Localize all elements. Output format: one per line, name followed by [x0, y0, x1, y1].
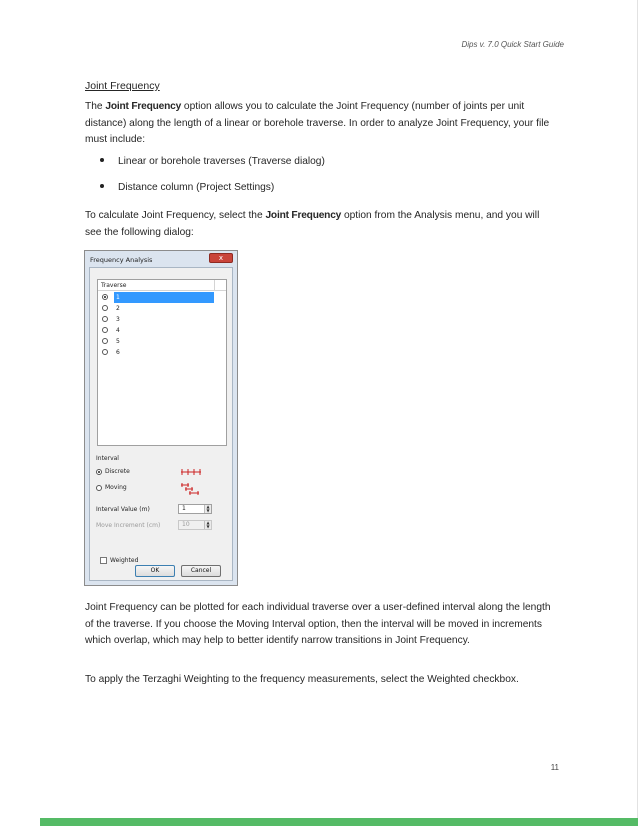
traverse-list [97, 279, 227, 446]
radio-icon[interactable] [102, 316, 108, 322]
instruction-paragraph [85, 208, 555, 241]
interval-value-stepper[interactable]: 1 ▲ ▼ [178, 504, 212, 514]
dialog-body: Traverse 1 2 3 4 5 6 Interval Discrete Moving Interval Value (m) 1 ▲ ▼ Move Increment (cm) 10 ▲ ▼ Weighted OK Cancel [89, 267, 233, 581]
dialog-title: Frequency Analysis [90, 256, 153, 264]
spin-arrows-icon[interactable]: ▲ ▼ [204, 505, 211, 513]
traverse-row-1[interactable]: 1 [98, 292, 226, 303]
moving-interval-icon [180, 482, 202, 496]
interval-group-title: Interval [96, 455, 119, 462]
radio-selected-icon[interactable] [96, 469, 102, 475]
move-increment-label: Move Increment (cm) [96, 522, 161, 529]
traverse-row-3[interactable]: 3 [98, 314, 226, 325]
checkbox-icon[interactable] [100, 557, 107, 564]
cancel-button[interactable]: Cancel [181, 565, 221, 577]
radio-icon[interactable] [102, 349, 108, 355]
radio-icon[interactable] [102, 338, 108, 344]
close-icon[interactable]: x [209, 253, 233, 263]
discrete-interval-icon [180, 468, 202, 476]
ok-button[interactable]: OK [135, 565, 175, 577]
intro-keyword: Joint Frequency [105, 101, 182, 112]
traverse-row-2[interactable]: 2 [98, 303, 226, 314]
radio-icon[interactable] [102, 327, 108, 333]
list-item [100, 156, 325, 167]
bullet-icon [100, 184, 104, 188]
instruction-text-post: option from the Analysis menu, and you will see the following dialog: [85, 210, 540, 238]
footer-bar [40, 818, 638, 826]
list-item-text: Linear or borehole traverses (Traverse dialog) [118, 156, 325, 167]
instruction-keyword: Joint Frequency [265, 210, 342, 221]
traverse-row-5[interactable]: 5 [98, 336, 226, 347]
intro-paragraph [85, 99, 555, 149]
intro-text-pre: The [85, 101, 106, 112]
move-increment-stepper[interactable]: 10 ▲ ▼ [178, 520, 212, 530]
traverse-row-6[interactable]: 6 [98, 347, 226, 358]
instruction-text-pre: To calculate Joint Frequency, select the [85, 210, 266, 221]
bullet-icon [100, 158, 104, 162]
list-item [100, 182, 274, 193]
interval-value-label: Interval Value (m) [96, 506, 150, 513]
plot-description-paragraph: Joint Frequency can be plotted for each individual traverse over a user-defined interval along the length of the traverse. If you choose the Moving Interval option, then the interval will be moved in increments which overlap, which may help to better identify narrow transitions in Joint Frequency. [85, 602, 551, 646]
interval-group: Interval Discrete Moving Interval Value (m) 1 ▲ ▼ Move Increment (cm) 10 ▲ ▼ [94, 455, 228, 547]
traverse-column-header: Traverse [98, 280, 226, 291]
page-number: 11 [550, 763, 559, 772]
section-title: Joint Frequency [85, 80, 160, 92]
frequency-analysis-dialog [84, 250, 238, 586]
column-divider [214, 280, 215, 291]
traverse-row-4[interactable]: 4 [98, 325, 226, 336]
running-header: Dips v. 7.0 Quick Start Guide [461, 40, 564, 49]
intro-text-post: option allows you to calculate the Joint Frequency (number of joints per unit distance) along the length of a linear or borehole traverse. In order to analyze Joint Frequency, your file must include: [85, 101, 550, 145]
spin-arrows-icon[interactable]: ▲ ▼ [204, 521, 211, 529]
radio-icon[interactable] [96, 485, 102, 491]
radio-icon[interactable] [102, 305, 108, 311]
radio-selected-icon[interactable] [102, 294, 108, 300]
list-item-text: Distance column (Project Settings) [118, 182, 275, 193]
weighting-paragraph: To apply the Terzaghi Weighting to the frequency measurements, select the Weighted checkbox. [85, 674, 519, 685]
